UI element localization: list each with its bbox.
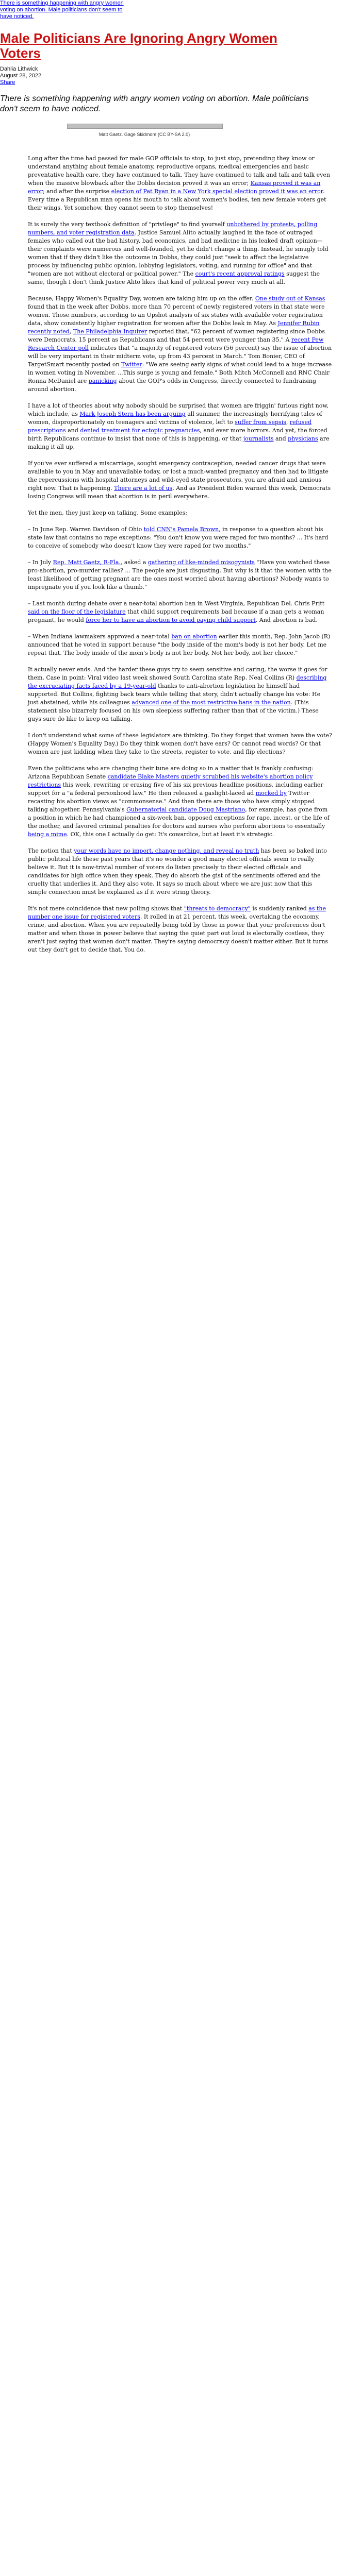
article-figure [67, 124, 222, 138]
inline-link[interactable]: court's recent approval ratings [195, 270, 285, 277]
paragraph-15: It's not mere coincidence that new polling shows that "threats to democracy" is suddenly ranked as the number one issue for registered voters. It rolled in at 21 percent, this week, overtaking the economy, crime, and abortion. When you are repeatedly being told by those in power that your preferences don't matter and when those in power believe that saying the quiet part out loud is electorally costless, they aren't just saying that women don't matter. They're saying democracy doesn't matter either. But it turns out they don't get to decide that. You do. [28, 905, 329, 953]
inline-link[interactable]: advanced one of the most restrictive bans in the nation [132, 699, 291, 706]
inline-link[interactable]: recent Pew Research Center poll [28, 336, 324, 351]
inline-link[interactable]: Mark Joseph Stern has been arguing [79, 411, 186, 417]
header-image-link[interactable]: There is something happening with angry women voting on abortion. Male politicians don't seem to have noticed. [0, 0, 124, 20]
paragraph-9: – Last month during debate over a near-total abortion ban in West Virginia, Republican Del. Chris Pritt said on the floor of the legislature that child support requirements bad because if a man gets a woman pregnant, he would force her to have an abortion to avoid paying child support. And abortion is bad. [28, 600, 325, 623]
inline-link[interactable]: refused prescriptions [28, 419, 311, 434]
inline-link[interactable]: Twitter [121, 361, 142, 368]
author: Dahlia Lithwick [0, 66, 38, 72]
inline-link[interactable]: told CNN's Pamela Brown [143, 526, 219, 533]
inline-link[interactable]: One study out of Kansas [255, 295, 325, 302]
paragraph-4: I have a lot of theories about why nobody should be surprised that women are friggin' furious right now, which include, as Mark Joseph Stern has been arguing all summer, the increasingly horrifying tales of women, disproportionately on teenagers and victims of violence, left to suffer from sepsis, refused prescriptions and denied treatment for ectopic pregnancies, and ever more horrors. And yet, the forced birth Republicans continue to insist that none of this is happening, or that journalists and physicians are making it all up. [28, 402, 330, 450]
photo-caption: Matt Gaetz. Gage Skidmore (CC BY-SA 2.0) [99, 132, 190, 137]
inline-link[interactable]: gathering of like-minded misogynists [147, 559, 255, 566]
article-dek: There is something happening with angry women voting on abortion. Male politicians don't seem to have noticed. [0, 94, 309, 113]
inline-link[interactable]: as the number one issue for registered voters [28, 905, 326, 920]
paragraph-14: The notion that your words have no import, change nothing, and reveal no truth has been so baked into public political life these past years that it's no wonder a good many elected officials seem to really believe it. But it is now-trivial number of voters do listen precisely to their elected officials and candidates for high office when they speak. They do absorb the gist of the sentiments offered and the cruelty that underlies it. And they also vote. It says so much about where we are just now that this simple connection must be explained as if it were string theory. [28, 848, 327, 895]
inline-link[interactable]: ban on abortion [171, 633, 217, 640]
paragraph-3: Because, Happy Women's Equality Day, women are taking him up on the offer. One study out of Kansas found that in the week after Dobbs, more than 70 percent of newly registered voters in that state were women. Those numbers, according to an Upshot analysis of six states with available voter registration data, show consistently higher registration for women after the Dobbs leak in May. As Jennifer Rubin recently noted, The Philadelphia Inquirer reported that, "62 percent of women registering since Dobbs were Democrats, 15 percent as Republicans and that 54 percent were younger than 35." A recent Pew Research Center poll indicates that "a majority of registered voters (56 percent) say the issue of abortion will be very important in their midterm vote, up from 43 percent in March." Tom Bonier, CEO of TargetSmart recently posted on Twitter: "We are seeing early signs of what could lead to a huge increase in women voting in November. ...This surge is young and female." Both Mitch McConnell and RNC Chair Ronna McDaniel are panicking about the GOP's odds in Congress, directly connected to fundraising around abortion. [28, 295, 332, 393]
inline-link[interactable]: Gubernatorial candidate Doug Mastriano [126, 806, 245, 813]
inline-link[interactable]: The Philadelphia Inquirer [73, 328, 147, 335]
inline-link[interactable]: said on the floor of the legislature [28, 608, 126, 615]
inline-link[interactable]: being a mime [28, 831, 67, 838]
inline-link[interactable]: election of Pat Ryan in a New York special election proved it was an error [111, 188, 323, 195]
inline-link[interactable]: mocked by [255, 790, 287, 796]
paragraph-8: – In July Rep. Matt Gaetz, R-Fla., asked a gathering of like-minded misogynists "Have you watched these pro-abortion, pro-murder rallies? ... The people are just disgusting. But why is it that the women with the least likelihood of getting pregnant are the ones most worried about having abortions? Nobody wants to impregnate you if you look like a thumb." [28, 559, 332, 590]
paragraph-2: It is surely the very textbook definition of "privilege" to find yourself unbothered by protests, polling numbers, and voter registration data. Justice Samuel Alito actually laughed in the face of outraged females who called out the bad history, bad economics, and bad medicine in his leaked draft opinion—their complaints were numerous and well-founded, yet he didn't change a thing. Instead, he smugly told women that if they didn't like the outcome in Dobbs, they could just "seek to affect the legislative process by influencing public opinion, lobbying legislators, voting, and running for office" and that "women are not without electoral or political power." The court's recent approval ratings suggest the same, though I don't think Justice Alito likes that kind of political power very much at all. [28, 221, 329, 285]
inline-link[interactable]: suffer from sepsis [235, 419, 286, 426]
inline-link[interactable]: journalists [243, 435, 274, 442]
headline[interactable]: Male Politicians Are Ignoring Angry Women Voters [0, 30, 277, 61]
inline-link[interactable]: panicking [88, 378, 117, 384]
inline-link[interactable]: "threats to democracy" [184, 905, 251, 912]
paragraph-12: I don't understand what some of these legislators are thinking. Do they forget that women have the vote? (Happy Women's Equality Day.) Do they think women don't have ears? Or cannot read words? Or that women are just kidding when they take to the streets, register to vote, and flip elections? [28, 732, 332, 755]
publish-date: August 28, 2022 [0, 73, 42, 79]
inline-link[interactable]: Jennifer Rubin recently noted [28, 320, 320, 335]
inline-link[interactable]: Kansas proved it was an error [28, 180, 321, 195]
inline-link[interactable]: There are a lot of us [114, 485, 173, 492]
article-body [28, 155, 332, 954]
inline-link[interactable]: describing the excruciating facts faced by a 19-year-old [28, 674, 327, 689]
share-link[interactable]: Share [0, 79, 15, 86]
inline-link[interactable]: force her to have an abortion to avoid paying child support [86, 617, 256, 623]
paragraph-5: If you've ever suffered a miscarriage, sought emergency contraception, needed cancer drugs that were available to you in May and unavailable today, or lost a much-wanted pregnancy and then had to litigate the repercussions with hospital attorneys and wild-eyed state prosecutors, you are afraid and anxious right now. That is happening. There are a lot of us. And as President Biden warned this week, Democrats losing Congress will mean that abortion is in peril everywhere. [28, 460, 331, 500]
inline-link[interactable]: Rep. Matt Gaetz, R-Fla. [53, 559, 121, 566]
lead-photo [67, 124, 223, 129]
paragraph-13: Even the politicians who are changing their tune are doing so in a matter that is frankly confusing: Arizona Republican Senate candidate Blake Masters quietly scrubbed his website's abortion policy restrictions this week, rewriting or erasing five of his six previous headline positions, including earlier support for a "a federal personhood law." He then released a gaslight-laced ad mocked by Twitter recasting his abortion views as "commonsense." And then there are those who have simply stopped talking altogether. Pennsylvania's Gubernatorial candidate Doug Mastriano, for example, has gone from a position in which he had championed a six-week ban, opposed exceptions for rape, incest, or the life of the mother, and favored criminal penalties for doctors and nurses who perform abortions to essentially being a mime. OK, this one I actually do get: It's cowardice, but at least it's strategic. [28, 765, 330, 838]
paragraph-1: Long after the time had passed for male GOP officials to stop, to just stop, pretending they know or understand anything about female anatomy, reproductive organs, medical emergencies and basic preventative health care, they have continued to talk. They have continued to talk and talk and talk even when the massive blowback after the Dobbs decision proved it was an error; Kansas proved it was an error; and after the surprise election of Pat Ryan in a New York special election proved it was an error. Every time a Republican man opens his mouth to talk about women's bodies, ten new female voters get their wings. Yet somehow, they cannot seem to stop themselves! [28, 155, 330, 211]
paragraph-7: – In June Rep. Warren Davidson of Ohio told CNN's Pamela Brown, in response to a question about his state law that contains no rape exceptions: "You don't know you were raped for two months? ... It's hard to conceive of somebody who doesn't know they were raped for two months." [28, 526, 329, 549]
inline-link[interactable]: candidate Blake Masters quietly scrubbed his website's abortion policy restrictions [28, 773, 313, 788]
paragraph-10: – When Indiana lawmakers approved a near-total ban on abortion earlier this month, Rep. John Jacob (R) announced that he voted in support because "the body inside of the mom's body is not her body. Let me repeat that. The body inside of the mom's body is not her body. Not her body, not her choice." [28, 633, 331, 656]
paragraph-6: Yet the men, they just keep on talking. Some examples: [28, 510, 187, 516]
byline [0, 66, 41, 86]
paragraph-11: It actually never ends. And the harder these guys try to seem sensitive and caring, the worse it goes for them. Case in point: Viral video last week showed South Carolina state Rep. Neal Collins (R) describing the excruciating facts faced by a 19-year-old thanks to anti-abortion legislation he himself had supported. But Collins, fighting back tears while telling that story, didn't actually change his vote: He just abstained, while his colleagues advanced one of the most restrictive bans in the nation. (This statement also bizarrely focused on his own sleepless suffering rather than that of the victim.) These guys sure do like to keep on talking. [28, 666, 327, 722]
inline-link[interactable]: physicians [288, 435, 318, 442]
inline-link[interactable]: unbothered by protests, polling numbers, and voter registration data [28, 221, 318, 236]
inline-link[interactable]: denied treatment for ectopic pregnancies [80, 427, 200, 434]
inline-link[interactable]: your words have no import, change nothing, and reveal no truth [74, 848, 259, 854]
